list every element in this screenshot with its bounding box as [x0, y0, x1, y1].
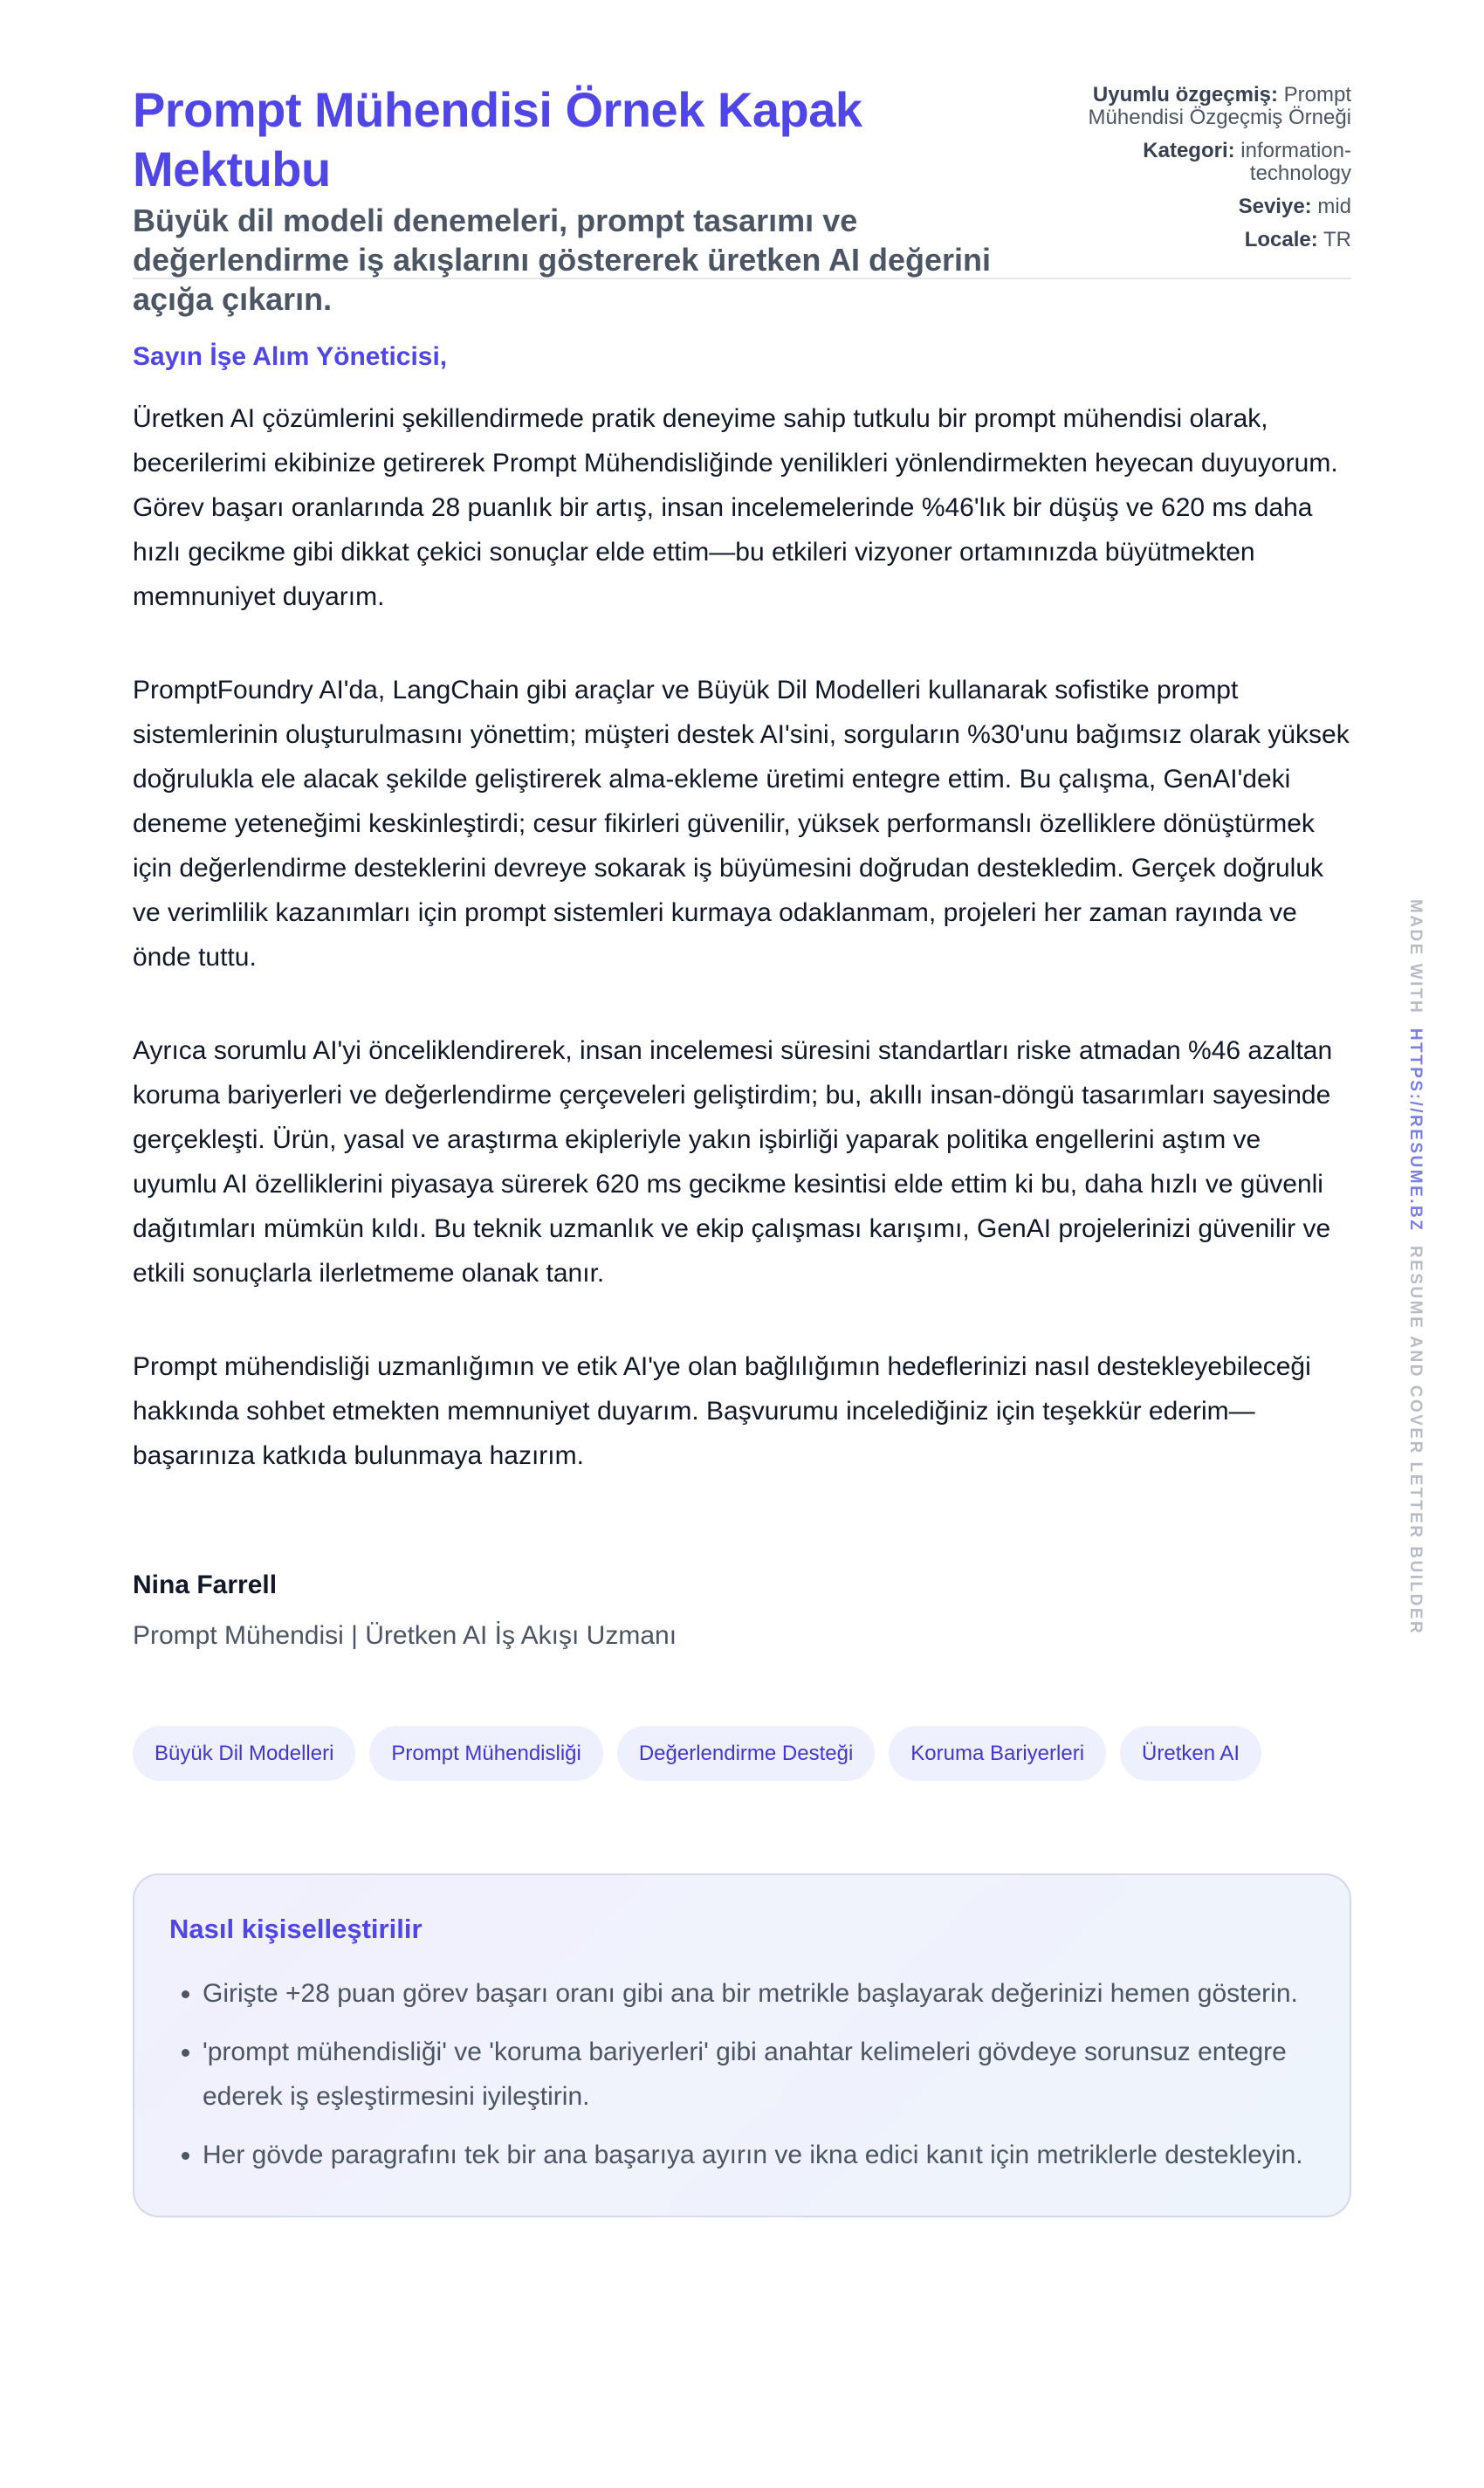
letter-paragraph: PromptFoundry AI'da, LangChain gibi araçlar ve Büyük Dil Modelleri kullanarak sofistike prompt sistemlerinin oluşturulmasını yönettim; müşteri destek AI'sini, sorguların %30'unu bağımsız olarak yüksek doğrulukla ele alacak şekilde geliştirerek alma-ekleme üretimi entegre ettim. Bu çalışma, GenAI'deki deneme yeteneğimi keskinleştirdi; cesur fikirleri güvenilir, yüksek performanslı özelliklere dönüştürmek için değerlendirme desteklerini devreye sokarak iş büyümesini doğrudan destekledim. Gerçek doğruluk ve verimlilik kazanımları için prompt sistemleri kurmaya odaklanmam, projeleri her zaman rayında ve önde tuttu. — [133, 676, 1350, 972]
page-title: Prompt Mühendisi Örnek Kapak Mektubu — [133, 82, 862, 196]
letter-header — [133, 0, 1351, 317]
tip-item: • Her gövde paragrafını tek bir ana başarıya ayırın ve ikna edici kanıt için metriklerle destekleyin. — [203, 2133, 1315, 2177]
side-credit-prefix: MADE WITH — [1406, 899, 1425, 1015]
meta-value: TR — [1323, 228, 1351, 251]
meta-value: Prompt Mühendisi Özgeçmiş Örneği — [1088, 83, 1351, 129]
keyword-tag[interactable]: Prompt Mühendisliği — [369, 1726, 602, 1781]
salutation: Sayın İşe Alım Yöneticisi, — [133, 342, 448, 371]
keyword-tags — [133, 1726, 1351, 1781]
signature-title: Prompt Mühendisi | Üretken AI İş Akışı Uzmanı — [133, 1621, 677, 1650]
meta-level — [1063, 196, 1351, 218]
signature-name: Nina Farrell — [133, 1570, 278, 1599]
letter-paragraph: Üretken AI çözümlerini şekillendirmede pratik deneyime sahip tutkulu bir prompt mühendisi olarak, becerilerimi ekibinize getirerek Prompt Mühendisliğinde yenilikleri yönlendirmekten heyecan duyuyorum. Görev başarı oranlarında 28 puanlık bir artış, insan incelemelerinde %46'lık bir düşüş ve 620 ms daha hızlı gecikme gibi dikkat çekici sonuçlar elde ettim—bu etkileri vizyoner ortamınızda büyütmekten memnuniyet duyarım. — [133, 404, 1338, 611]
meta-key: Locale: — [1244, 228, 1318, 251]
meta-locale — [1063, 229, 1351, 251]
meta-key: Uyumlu özgeçmiş: — [1092, 83, 1278, 107]
tips-title: Nasıl kişiselleştirilir — [169, 1914, 423, 1944]
keyword-tag[interactable]: Koruma Bariyerleri — [889, 1726, 1106, 1781]
letter-paragraph: Ayrıca sorumlu AI'yi önceliklendirerek, insan incelemesi süresini standartları riske atmadan %46 azaltan koruma bariyerleri ve değerlendirme çerçeveleri geliştirdim; bu, akıllı insan-döngü tasarımları sayesinde gerçekleşti. Ürün, yasal ve araştırma ekipleriyle yakın işbirliği yaparak politika engellerini aştım ve uyumlu AI özelliklerini piyasaya sürerek 620 ms gecikme kesintisi elde ettim ki bu, daha hızlı ve güvenli dağıtımları mümkün kıldı. Bu teknik uzmanlık ve ekip çalışması karışımı, GenAI projelerinizi güvenilir ve etkili sonuçlarla ilerletmeme olanak tanır. — [133, 1036, 1333, 1288]
meta-value: mid — [1317, 195, 1351, 218]
meta-category — [1063, 140, 1351, 185]
meta-key: Kategori: — [1143, 139, 1235, 162]
keyword-tag[interactable]: Değerlendirme Desteği — [617, 1726, 875, 1781]
tips-list — [169, 1971, 1315, 2177]
side-credit-link[interactable]: HTTPS://RESUME.BZ — [1406, 1028, 1425, 1233]
meta-panel — [1063, 84, 1351, 262]
tip-item: • Girişte +28 puan görev başarı oranı gibi ana bir metrikle başlayarak değerinizi hemen gösterin. — [203, 1971, 1315, 2016]
meta-key: Seviye: — [1238, 195, 1312, 218]
meta-value: information-technology — [1240, 139, 1351, 185]
personalization-tips — [133, 1873, 1351, 2217]
side-credit — [1405, 899, 1425, 1635]
page-subtitle: Büyük dil modeli denemeleri, prompt tasarımı ve değerlendirme iş akışlarını göstererek üretken AI değerini açığa çıkarın. — [133, 203, 992, 317]
keyword-tag[interactable]: Büyük Dil Modelleri — [133, 1726, 355, 1781]
cover-letter-page — [133, 0, 1351, 2217]
letter-body — [133, 342, 1351, 1651]
meta-compatible-resume — [1063, 84, 1351, 129]
tip-item: • 'prompt mühendisliği' ve 'koruma bariyerleri' gibi anahtar kelimeleri gövdeye sorunsuz entegre ederek iş eşleştirmesini iyileştirin. — [203, 2030, 1315, 2119]
keyword-tag[interactable]: Üretken AI — [1120, 1726, 1261, 1781]
side-credit-suffix: RESUME AND COVER LETTER BUILDER — [1406, 1245, 1425, 1636]
letter-paragraph: Prompt mühendisliği uzmanlığımın ve etik AI'ye olan bağlılığımın hedeflerinizi nasıl destekleyebileceği hakkında sohbet etmekten memnuniyet duyarım. Başvurumu incelediğiniz için teşekkür ederim—başarınıza katkıda bulunmaya hazırım. — [133, 1352, 1311, 1470]
